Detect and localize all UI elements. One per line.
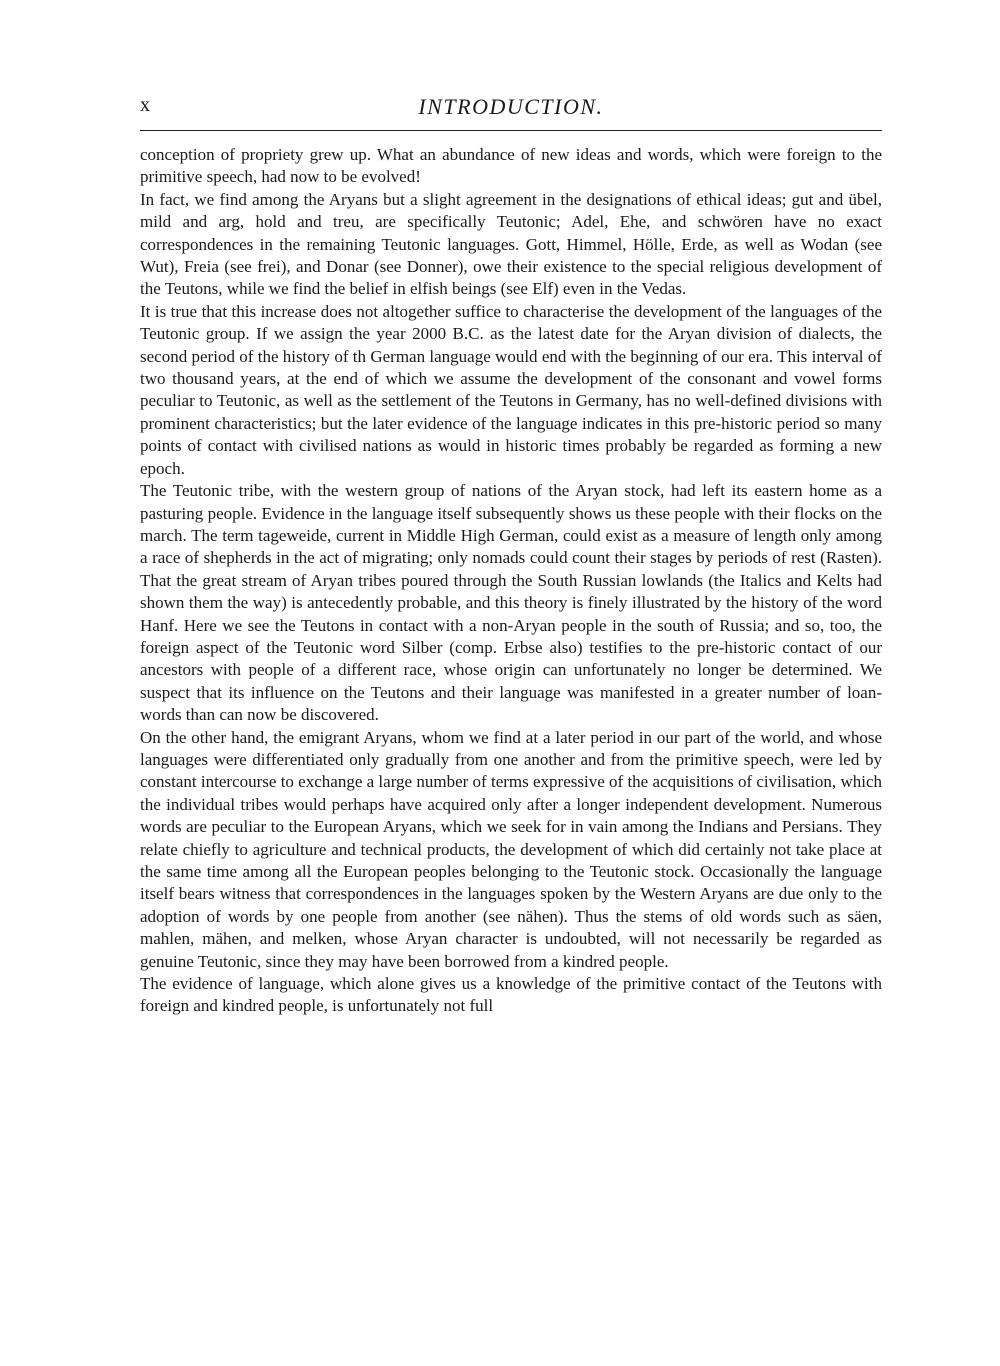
running-title: INTRODUCTION. bbox=[418, 94, 604, 119]
paragraph-5: On the other hand, the emigrant Aryans, whom we find at a later period in our part of the world, and whose languages were differentiated only gradually from one another and from the primitive speech, were led by constant intercourse to exchange a large number of terms expressive of the acquisitions of civilisation, which the individual tribes would perhaps have acquired only after a longer independent development. Numerous words are peculiar to the European Aryans, which we seek for in vain among the Indians and Persians. They relate chiefly to agriculture and technical products, the development of which did certainly not take place at the same time among all the European peoples belonging to the Teutonic stock. Occasionally the language itself bears witness that correspondences in the languages spoken by the Western Aryans are due only to the adoption of words by one people from another (see nähen). Thus the stems of old words such as säen, mahlen, mähen, and melken, whose Aryan character is undoubted, will not necessarily be regarded as genuine Teutonic, since they may have been borrowed from a kindred people. bbox=[140, 727, 882, 971]
header-rule bbox=[140, 130, 882, 131]
paragraph-6: The evidence of language, which alone gives us a knowledge of the primitive contact of the Teutons with foreign and kindred people, is unfortunately not full bbox=[140, 974, 882, 1016]
paragraph-4: The Teutonic tribe, with the western group of nations of the Aryan stock, had left its eastern home as a pasturing people. Evidence in the language itself subsequently shows us these people with their flocks on the march. The term tageweide, current in Middle High German, could exist as a measure of length only among a race of shepherds in the act of migrating; only nomads could count their stages by periods of rest (Rasten). That the great stream of Aryan tribes poured through the South Russian lowlands (the Italics and Kelts had shown them the way) is antecedently probable, and this theory is finely illustrated by the history of the word Hanf. Here we see the Teutons in contact with a non-Aryan people in the south of Russia; and so, too, the foreign aspect of the Teutonic word Silber (comp. Erbse also) testifies to the pre-historic contact of our ancestors with people of a different race, whose origin can unfortunately no longer be determined. We suspect that its influence on the Teutons and their language was manifested in a greater number of loan-words than can now be discovered. bbox=[140, 481, 882, 725]
paragraph-3: It is true that this increase does not altogether suffice to characterise the development of the languages of the Teutonic group. If we assign the year 2000 B.C. as the latest date for the Aryan division of dialects, the second period of the history of th German language would end with the beginning of our era. This interval of two thousand years, at the end of which we assume the development of the consonant and vowel forms peculiar to Teutonic, as well as the settlement of the Teutons in Germany, has no well-defined divisions with prominent characteristics; but the later evidence of the language indicates in this pre-historic period so many points of contact with civilised nations as would in historic times probably be regarded as forming a new epoch. bbox=[140, 301, 882, 478]
page-number: x bbox=[140, 94, 150, 116]
page-header bbox=[140, 94, 882, 128]
paragraph-2: In fact, we find among the Aryans but a slight agreement in the designations of ethical ideas; gut and übel, mild and arg, hold and treu, are specifically Teutonic; Adel, Ehe, and schwören have no exact correspondences in the remaining Teutonic languages. Gott, Himmel, Hölle, Erde, as well as Wodan (see Wut), Freia (see frei), and Donar (see Donner), owe their existence to the special religious development of the Teutons, while we find the belief in elfish beings (see Elf) even in the Vedas. bbox=[140, 189, 882, 299]
body-text bbox=[140, 144, 882, 1018]
paragraph-1: conception of propriety grew up. What an abundance of new ideas and words, which were foreign to the primitive speech, had now to be evolved! bbox=[140, 145, 882, 187]
